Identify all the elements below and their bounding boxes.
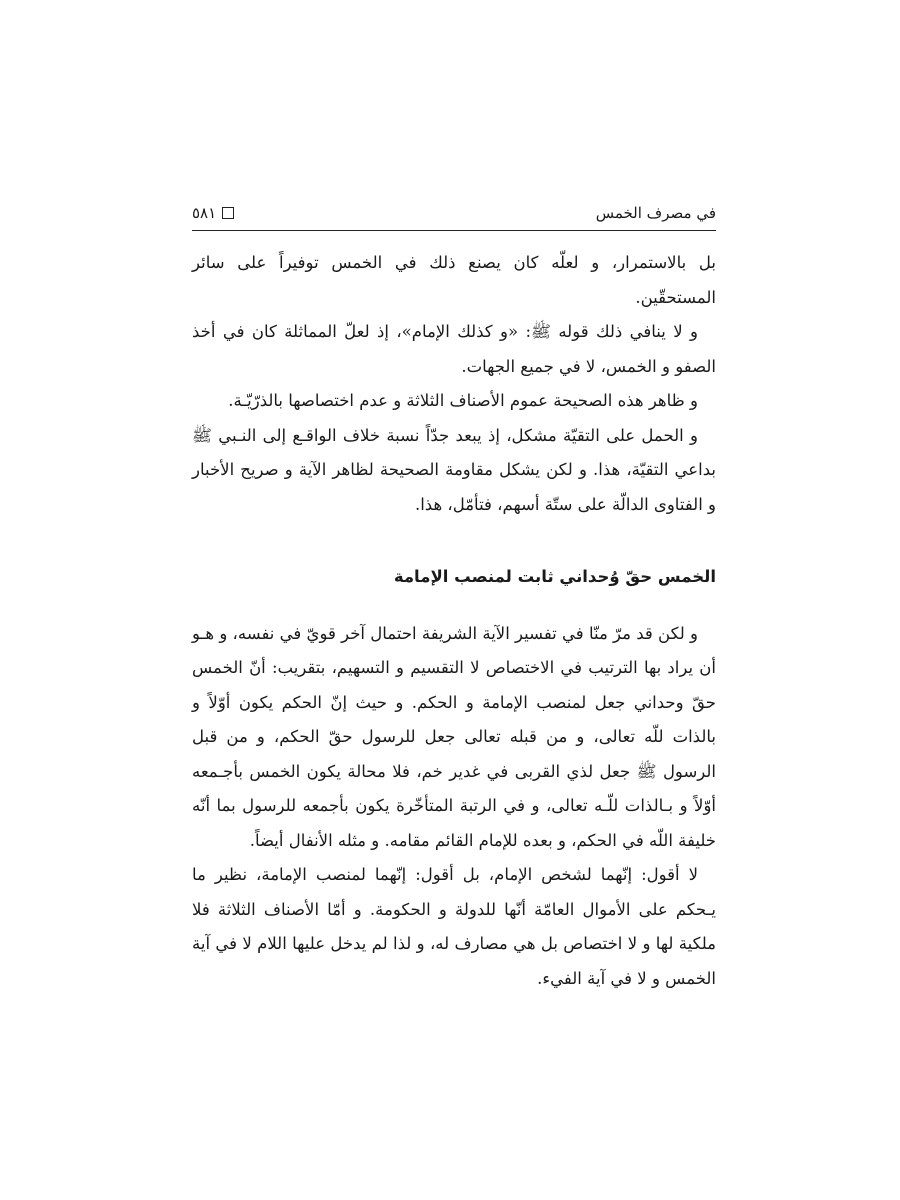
- square-bullet-icon: [222, 207, 234, 219]
- paragraph: و لكن قد مرّ منّا في تفسير الآية الشريفة احتمال آخر قويّ في نفسه، و هـو أن يراد بها الترتيب في الاختصاص لا التقسيم و التسهيم، بتقريب: أنّ الخمس حقّ وحداني جعل لمنصب الإمامة و الحكم. و حيث إنّ الحكم يكون أوّلاً و بالذات للّه تعالى، و من قبله تعالى جعل للرسول حقّ الحكم، و من قبل الرسول ﷺ جعل لذي القربى في غدير خم، فلا محالة يكون الخمس بأجـمعه أوّلاً و بـالذات للّـه تعالى، و في الرتبة المتأخّرة يكون بأجمعه للرسول بما أنّه خليفة اللّه في الحكم، و بعده للإمام القائم مقامه. و مثله الأنفال أيضاً.: [192, 623, 716, 850]
- paragraph: و الحمل على التقيّة مشكل، إذ يبعد جدّاً نسبة خلاف الواقـع إلى النـبي ﷺ بداعي التقيّة، هذا. و لكن يشكل مقاومة الصحيحة لظاهر الآية و صريح الأخبار و الفتاوى الدالّة على ستّة أسهم، فتأمّل، هذا.: [192, 425, 716, 514]
- page-header: [192, 196, 716, 231]
- paragraph: و ظاهر هذه الصحيحة عموم الأصناف الثلاثة و عدم اختصاصها بالذرّيّـة.: [228, 391, 698, 410]
- section-heading: الخمس حقّ وُحداني ثابت لمنصب الإمامة: [393, 567, 716, 586]
- page-body: [192, 246, 716, 996]
- running-title: في مصرف الخمس: [595, 204, 716, 222]
- page-number-area: [192, 204, 234, 222]
- paragraph: لا أقول: إنّهما لشخص الإمام، بل أقول: إنّهما لمنصب الإمامة، نظير ما يـحكم على الأموال العامّة أنّها للدولة و الحكومة. و أمّا الأصناف الثلاثة فلا ملكية لها و لا اختصاص بل هي مصارف له، و لذا لم يدخل عليها اللام لا في آية الخمس و لا في آية الفيء.: [192, 865, 716, 988]
- page-number: ٥٨١: [192, 204, 217, 222]
- paragraph: و لا ينافي ذلك قوله ﷺ: «و كذلك الإمام»، إذ لعلّ المماثلة كان في أخذ الصفو و الخمس، لا في جميع الجهات.: [192, 322, 716, 376]
- paragraph: بل بالاستمرار، و لعلّه كان يصنع ذلك في الخمس توفيراً على سائر المستحقّين.: [192, 253, 716, 307]
